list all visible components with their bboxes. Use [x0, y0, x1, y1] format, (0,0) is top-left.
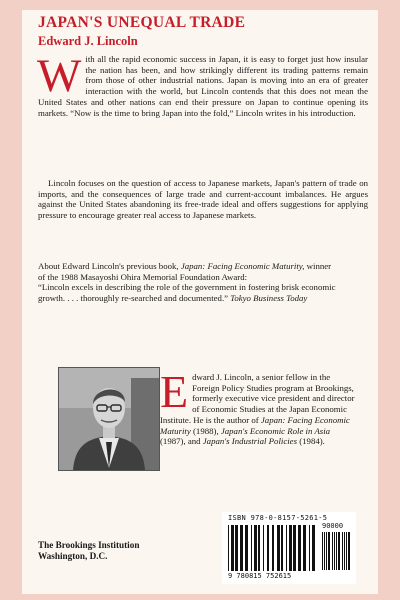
price-code: 90000 — [322, 522, 344, 530]
ean-barcode — [228, 525, 316, 571]
previous-book-quote — [38, 282, 338, 303]
previous-book-intro: About Edward Lincoln's previous book, — [38, 261, 179, 271]
description-text-1: ith all the rapid economic success in Japan, it is easy to forget just how insular the nation has been, and how strikingly different its trading patterns remain from those of other industrial nations. Japan is moving into an era of greater interaction with the world, but Lincoln contends that this does not mean the United States and other nations can end their pressure on Japan to continue opening its markets. “Now is the time to bring Japan into the fold,” Lincoln writes in his introduction. — [38, 54, 368, 118]
publisher-name: The Brookings Institution — [38, 540, 140, 550]
bio-year-2: (1987), and — [160, 436, 201, 447]
bio-book-3: Japan's Industrial Policies — [202, 436, 298, 447]
book-title: JAPAN'S UNEQUAL TRADE — [38, 14, 246, 31]
publisher-block — [38, 540, 139, 562]
publisher-city: Washington, D.C. — [38, 551, 108, 561]
book-author: Edward J. Lincoln — [38, 34, 138, 48]
previous-book-note — [38, 261, 338, 304]
previous-book-title: Japan: Facing Economic Maturity, — [180, 261, 305, 271]
description-paragraph-1 — [37, 50, 368, 118]
addon-barcode — [322, 532, 350, 570]
dropcap-e: E — [160, 366, 189, 417]
isbn-label: ISBN 978-0-8157-5261-5 — [228, 514, 328, 522]
barcode-block — [222, 512, 356, 584]
author-photo — [58, 367, 160, 471]
bio-text: dward J. Lincoln, a senior fellow in the Foreign Policy Studies program at Brookings, formerly executive vice president and director of Economic Studies at the Japan Economic Institute. He is the author of — [160, 372, 355, 425]
bio-year-3: (1984). — [299, 436, 325, 447]
bio-book-2: Japan's Economic Role in Asia — [220, 425, 331, 436]
bio-year-1: (1988), — [193, 425, 219, 436]
author-portrait-image — [59, 368, 159, 470]
ean-digits: 9 780815 752615 — [228, 572, 292, 580]
author-bio — [160, 366, 356, 447]
description-paragraph-2: Lincoln focuses on the question of access to Japanese markets, Japan's pattern of trade on imports, and the consequences of large trade and current-account imbalances. He argues against the United States abandoning its free-trade ideal and offers suggestions for applying pressure to encourage greater real access to Japanese markets. — [38, 178, 368, 221]
previous-book-award: winner of the 1988 Masayoshi Ohira Memorial Foundation Award: — [38, 261, 332, 282]
review-quote: “Lincoln excels in describing the role of the government in fostering brisk economic growth. . . . thoroughly re-searched and documented.” — [38, 282, 336, 304]
dropcap-w: W — [37, 50, 82, 102]
bio-book-1: Japan: Facing Economic Maturity — [160, 414, 350, 436]
review-source: Tokyo Business Today — [230, 293, 308, 304]
